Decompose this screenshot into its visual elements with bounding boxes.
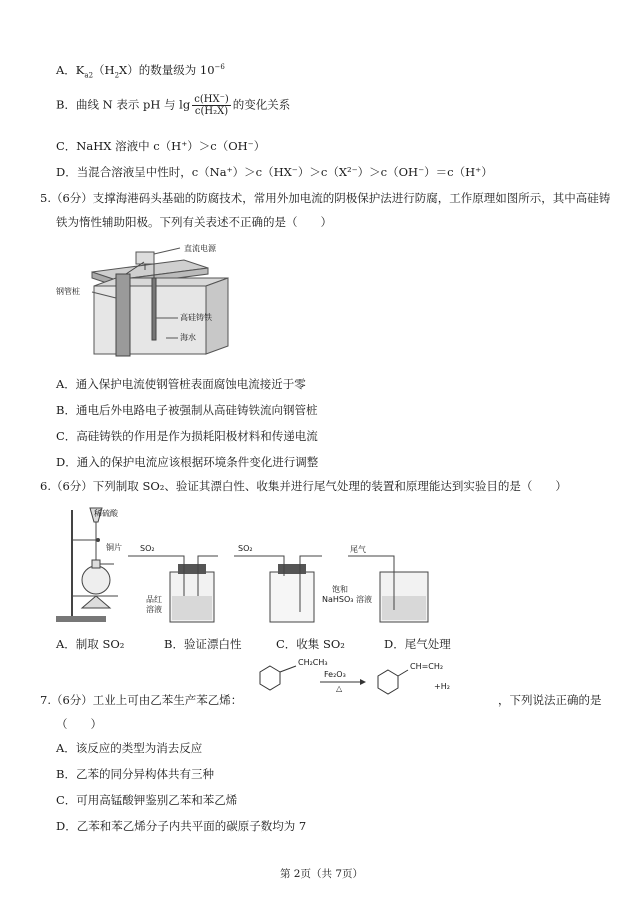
fraction: $\frac{c(HX^-)}{\text{c(H₂X)}}$ — [194, 94, 229, 117]
q4-option-b: B．曲线 N 表示 pH 与 lg $\frac{c(HX^-)}{\text{c(H₂X)}}$ 的变化关系 — [56, 94, 291, 117]
label-so2-c: SO₂ — [238, 544, 253, 553]
reaction-equation — [248, 656, 488, 704]
label-power-supply: 直流电源 — [184, 244, 216, 253]
q6-caption-d: D．尾气处理 — [384, 637, 451, 651]
q7-paren: （ ） — [56, 717, 102, 731]
q5-option-c: C．高硅铸铁的作用是作为损耗阳极材料和传递电流 — [56, 429, 318, 443]
q6-apparatus-figure — [48, 500, 618, 630]
q5-stem-line2: 铁为惰性辅助阳极。下列有关表述不正确的是（ ） — [56, 215, 332, 229]
reactant-group: CH₂CH₃ — [298, 658, 328, 667]
label-nahso3: NaHSO₃ 溶液 — [322, 595, 373, 604]
q6-caption-a: A．制取 SO₂ — [56, 637, 125, 651]
q6-caption-c: C．收集 SO₂ — [276, 637, 345, 651]
q7-option-d: D．乙苯和苯乙烯分子内共平面的碳原子数均为 7 — [56, 819, 307, 833]
label-tail-gas: 尾气 — [350, 545, 366, 554]
label-copper: 铜片 — [106, 543, 122, 552]
label-seawater: 海水 — [180, 333, 196, 342]
q4-option-c: C．NaHX 溶液中 c（H⁺）＞c（OH⁻） — [56, 139, 266, 153]
label-solution: 溶液 — [146, 605, 162, 614]
q4-option-d: D．当混合溶液呈中性时，c（Na⁺）＞c（HX⁻）＞c（X²⁻）＞c（OH⁻）＝c（H⁺） — [56, 165, 493, 179]
q7-stem: 7.（6分）工业上可由乙苯生产苯乙烯： — [40, 693, 243, 707]
q7-option-b: B．乙苯的同分异构体共有三种 — [56, 767, 214, 781]
q6-caption-b: B．验证漂白性 — [164, 637, 242, 651]
q7-option-a: A．该反应的类型为消去反应 — [56, 741, 203, 755]
q6-stem: 6.（6分）下列制取 SO₂、验证其漂白性、收集并进行尾气处理的装置和原理能达到实验目的是（ ） — [40, 479, 567, 493]
label-dilute-sulfuric-acid: 稀硫酸 — [94, 509, 118, 518]
label-saturated: 饱和 — [332, 585, 348, 594]
label-steel-pile: 钢管桩 — [56, 287, 80, 296]
cathodic-protection-figure — [56, 238, 256, 363]
q4-option-a: A．$K_{a2}(H_2X)$的数量级为 $10^{-6}$ — [56, 63, 225, 80]
q5-option-a: A．通入保护电流使钢管桩表面腐蚀电流接近于零 — [56, 377, 306, 391]
q5-option-d: D．通入的保护电流应该根据环境条件变化进行调整 — [56, 455, 319, 469]
catalyst: Fe₂O₃ — [324, 670, 346, 679]
label-magenta: 品红 — [146, 595, 162, 604]
heat-symbol: △ — [336, 684, 343, 693]
page-footer: 第 2页（共 7页） — [279, 868, 364, 880]
q5-stem-line1: 5.（6分）支撑海港码头基础的防腐技术，常用外加电流的阴极保护法进行防腐，工作原理如图所示，其中高硅铸 — [40, 191, 611, 205]
q7-stem-end: ，下列说法正确的是 — [498, 693, 602, 707]
label-anode: 高硅铸铁 — [180, 313, 212, 322]
label-so2-b: SO₂ — [140, 544, 155, 553]
product-group: CH=CH₂ — [410, 662, 444, 671]
hydrogen-byproduct: +H₂ — [434, 682, 450, 691]
q5-option-b: B．通电后外电路电子被强制从高硅铸铁流向钢管桩 — [56, 403, 318, 417]
q7-option-c: C．可用高锰酸钾鉴别乙苯和苯乙烯 — [56, 793, 238, 807]
